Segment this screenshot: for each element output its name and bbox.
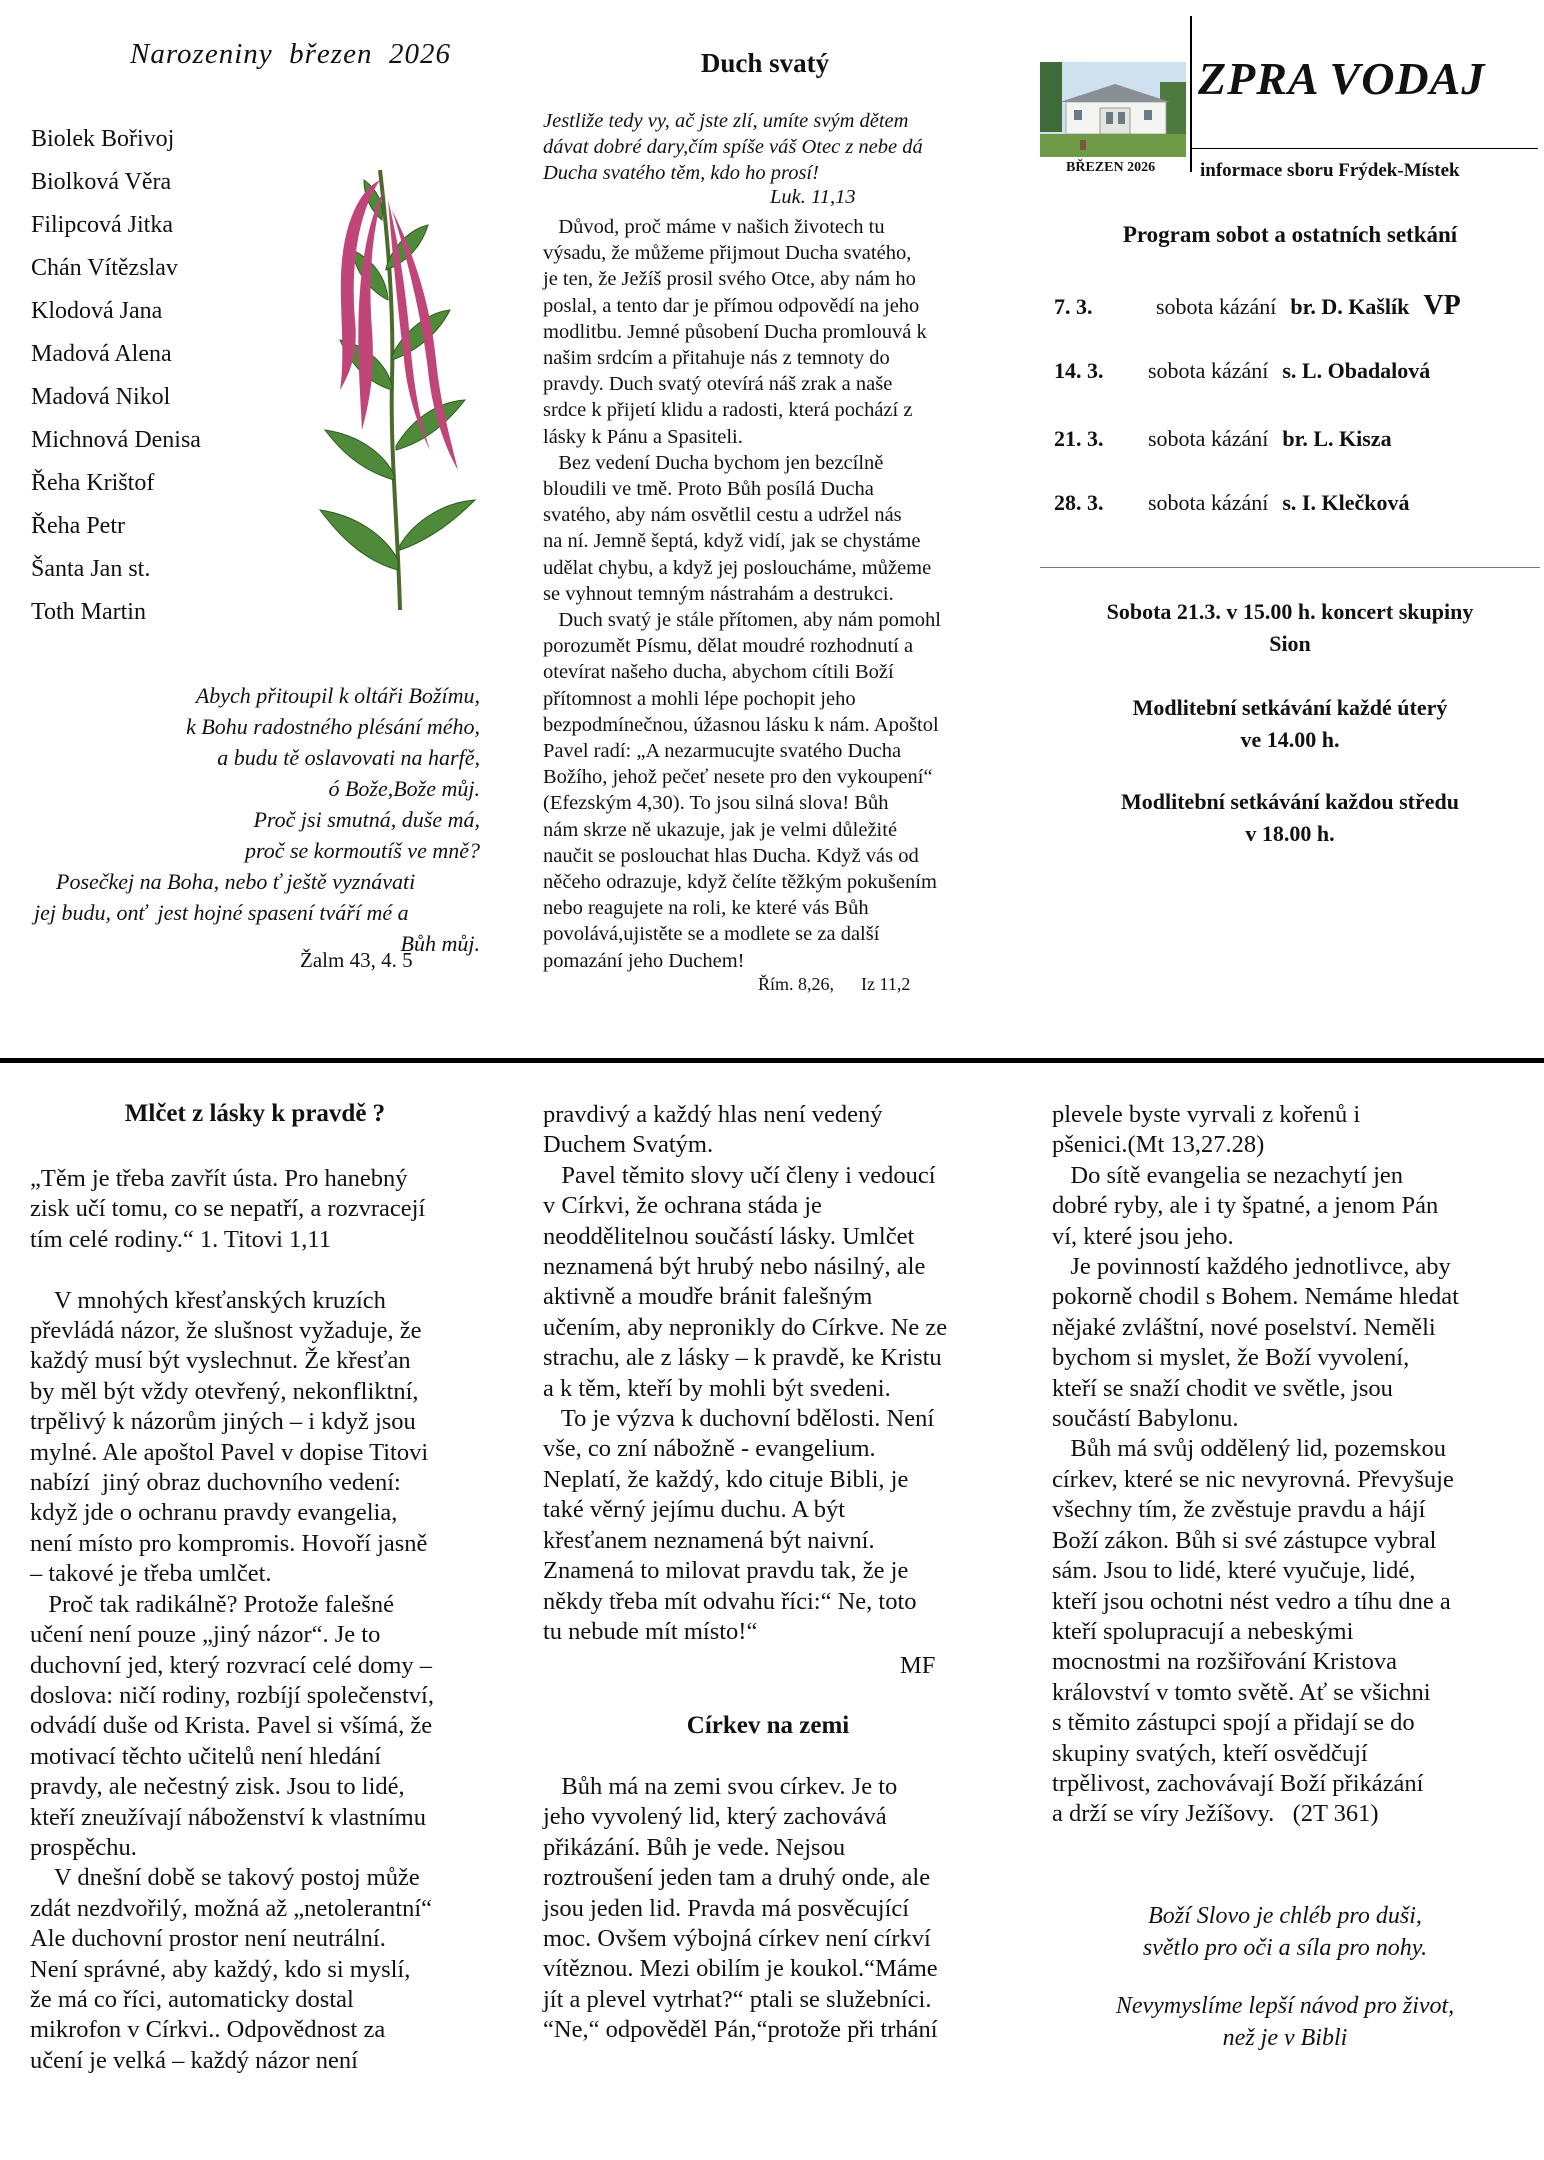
birthday-name: Řeha Krištof <box>31 470 155 496</box>
duch-body-line: pomazání jeho Duchem! <box>543 949 745 972</box>
article-line: když jde o ochranu pravdy evangelia, <box>30 1499 398 1527</box>
birthday-name: Řeha Petr <box>31 513 125 539</box>
duch-body-line: Božího, jehož pečeť nesete pro den vykoupení“ <box>543 766 933 789</box>
article-line: Neplatí, že každý, kdo cituje Bibli, je <box>543 1465 909 1493</box>
article-line: “Ne,“ odpověděl Pán,“protože při trhání <box>543 2016 938 2044</box>
article-cirkev-body <box>543 1772 938 2046</box>
article-line: tím celé rodiny.“ 1. Titovi 1,11 <box>30 1225 332 1253</box>
duch-svaty-quote-reference: Luk. 11,13 <box>770 186 856 208</box>
psalm-line: proč se kormoutíš ve mně? <box>244 838 480 863</box>
duch-quote-line: Ducha svatého těm, kdo ho prosí! <box>543 162 819 184</box>
duch-body-line: porozumět Písmu, dělat moudré rozhodnutí a <box>543 635 914 658</box>
article-line: sám. Jsou to lidé, které vyučuje, lidé, <box>1052 1557 1416 1585</box>
duch-body-line: poslal, a tento dar je přímou odpovědí na jeho <box>543 294 920 317</box>
article-line: odvádí duše od Krista. Pavel si všímá, že <box>30 1712 433 1740</box>
closing-quote-line: světlo pro oči a síla pro nohy. <box>1142 1935 1428 1961</box>
psalm-line: a budu tě oslavovati na harfě, <box>217 745 480 770</box>
article-line: „Těm je třeba zavřít ústa. Pro hanebný <box>30 1165 408 1192</box>
amaranth-plant-illustration <box>280 150 490 610</box>
article-line: – takové je třeba umlčet. <box>30 1560 272 1588</box>
announcement-line: Sobota 21.3. v 15.00 h. koncert skupiny <box>1106 599 1474 624</box>
birthday-name: Biolek Bořivoj <box>31 126 175 152</box>
article-line: dobré ryby, ale i ty špatné, a jenom Pán <box>1052 1192 1439 1220</box>
program-speaker: br. L. Kisza <box>1282 426 1392 451</box>
announcement <box>1040 786 1540 850</box>
duch-body-line: modlitbu. Jemné působení Ducha promlouvá k <box>543 320 927 343</box>
header-horizontal-rule <box>1190 148 1538 149</box>
article-line: není místo pro kompromis. Hovoří jasně <box>30 1529 428 1557</box>
duch-quote-line: dávat dobré dary,čím spíše váš Otec z nebe dá <box>543 136 923 158</box>
psalm-line: ó Bože,Bože můj. <box>328 776 480 801</box>
birthday-list <box>31 118 201 634</box>
birthday-name: Madová Alena <box>31 341 172 367</box>
article-line: Pavel těmito slovy učí členy i vedoucí <box>543 1161 936 1189</box>
closing-quote-line: Boží Slovo je chléb pro duši, <box>1148 1903 1422 1929</box>
article-line: trpělivý k názorům jiných – i když jsou <box>30 1408 416 1436</box>
article-line: prospěchu. <box>30 1833 137 1861</box>
announcement-line: Modlitební setkávání každé úterý <box>1132 695 1448 720</box>
announcement-line: v 18.00 h. <box>1245 821 1335 846</box>
duch-body-line: Bez vedení Ducha bychom jen bezcílně <box>543 451 884 474</box>
newsletter-title: ZPRA VODAJ <box>1198 53 1486 104</box>
program-row <box>1054 490 1409 516</box>
program-extra: VP <box>1423 290 1461 321</box>
article-line: Proč tak radikálně? Protože falešné <box>30 1590 394 1618</box>
program-title: Program sobot a ostatních setkání <box>1122 222 1458 247</box>
article-line: že má co říci, automaticky dostal <box>30 1985 354 2013</box>
birthday-name: Michnová Denisa <box>31 427 201 453</box>
psalm-quote <box>30 680 480 959</box>
article-line: skupiny svatých, kteří osvědčují <box>1052 1739 1368 1767</box>
newsletter-subtitle: informace sboru Frýdek-Místek <box>1200 160 1460 181</box>
program-date: 7. 3. <box>1054 294 1093 319</box>
article-line: převládá názor, že slušnost vyžaduje, že <box>30 1317 422 1345</box>
article-line: strachu, ale z lásky – k pravdě, ke Kristu <box>543 1344 942 1372</box>
program-row <box>1054 426 1392 452</box>
article-line: nějaké zvláštní, nové poselství. Neměli <box>1052 1313 1436 1341</box>
article-line: zisk učí tomu, co se nepatří, a rozvracejí <box>30 1195 426 1223</box>
article-line: Znamená to milovat pravdu tak, že je <box>543 1557 909 1585</box>
article-line: Duchem Svatým. <box>543 1131 714 1159</box>
program-speaker: s. I. Klečková <box>1282 490 1410 515</box>
article-line: Není správné, aby každý, kdo si myslí, <box>30 1955 411 1983</box>
article-author: MF <box>900 1652 936 1679</box>
article-line: Ale duchovní prostor není neutrální. <box>30 1925 386 1953</box>
program-type: sobota kázání <box>1156 294 1277 319</box>
article-line: církev, které se nic nevyrovná. Převyšuje <box>1052 1465 1454 1493</box>
article-line: neoddělitelnou součástí lásky. Umlčet <box>543 1222 915 1250</box>
announcement-line: ve 14.00 h. <box>1240 727 1340 752</box>
article-line: součástí Babylonu. <box>1052 1405 1239 1433</box>
birthdays-title: Narozeniny březen 2026 <box>130 38 451 70</box>
program-type: sobota kázání <box>1148 358 1269 383</box>
article-line: bychom si myslet, že Boží vyvolení, <box>1052 1344 1410 1372</box>
article-line: nabízí jiný obraz duchovního vedení: <box>30 1469 401 1497</box>
article-line: v Církvi, že ochrana stáda je <box>543 1192 822 1220</box>
psalm-line: Posečkej na Boha, nebo ť ještě vyznávati <box>56 869 416 894</box>
article-line: učení není pouze „jiný názor“. Je to <box>30 1621 381 1649</box>
duch-svaty-body <box>543 214 998 974</box>
article-line: jít a plevel vytrhat?“ ptali se služebníci. <box>543 1985 932 2013</box>
program-row <box>1054 290 1461 322</box>
duch-body-line: otevírat našeho ducha, abychom cítili Boží <box>543 661 894 684</box>
article-line: Bůh má svůj oddělený lid, pozemskou <box>1052 1435 1446 1463</box>
article-line: kteří jsou ochotni nést vedro a tíhu dne a <box>1052 1587 1451 1615</box>
article-line: mylné. Ale apoštol Pavel v dopise Titovi <box>30 1438 429 1466</box>
psalm-line: Proč jsi smutná, duše má, <box>253 807 480 832</box>
birthday-name: Filipcová Jitka <box>31 212 173 238</box>
closing-quote-line: Nevymyslíme lepší návod pro život, <box>1115 1993 1455 2019</box>
duch-body-line: výsadu, že můžeme přijmout Ducha svatého, <box>543 242 912 265</box>
birthday-name: Klodová Jana <box>31 298 163 324</box>
article-line: trpělivost, zachovávají Boží přikázání <box>1052 1769 1424 1797</box>
article-line: jsou jeden lid. Pravda má posvěcující <box>543 1894 910 1922</box>
program-separator <box>1040 567 1540 568</box>
duch-body-line: přítomnost a mohli lépe pochopit jeho <box>543 687 856 710</box>
article-line: mikrofon v Církvi.. Odpovědnost za <box>30 2016 386 2044</box>
announcement-line: Sion <box>1269 631 1311 656</box>
duch-body-line: bezpodmínečnou, úžasnou lásku k nám. Apoštol <box>543 713 939 736</box>
article-line: duchovní jed, který rozvrací celé domy – <box>30 1651 433 1679</box>
psalm-line: k Bohu radostného plésání mého, <box>186 714 480 739</box>
article-line: mocnostmi na rozšiřování Kristova <box>1052 1648 1397 1676</box>
article-line: ví, které jsou jeho. <box>1052 1222 1234 1250</box>
psalm-reference: Žalm 43, 4. 5 <box>300 948 413 972</box>
duch-body-line: svatého, aby nám osvětlil cestu a udržel nás <box>543 504 902 527</box>
program-date: 14. 3. <box>1054 358 1104 383</box>
program-speaker: br. D. Kašlík <box>1290 294 1410 319</box>
birthday-name: Biolková Věra <box>31 169 172 195</box>
program-row <box>1054 358 1430 384</box>
birthday-name: Chán Vítězslav <box>31 255 178 281</box>
article-line: kteří se snaží chodit ve světle, jsou <box>1052 1374 1393 1402</box>
psalm-line: Bůh můj. <box>400 931 480 956</box>
article-cirkev-continuation <box>1052 1100 1459 1830</box>
duch-body-line: Důvod, proč máme v našich životech tu <box>543 216 885 238</box>
duch-body-line: naučit se poslouchat hlas Ducha. Když vás od <box>543 844 919 867</box>
article-line: a drží se víry Ježíšovy. (2T 361) <box>1052 1800 1379 1828</box>
article-line: s těmito zástupci spojí a přidají se do <box>1052 1709 1415 1737</box>
article-line: učení je velká – každý názor není <box>30 2046 358 2074</box>
article-line: pravdivý a každý hlas není vedený <box>543 1101 883 1128</box>
article-line: V dnešní době se takový postoj může <box>30 1864 420 1892</box>
article-line: To je výzva k duchovní bdělosti. Není <box>543 1405 935 1433</box>
article-line: království v tomto světě. Ať se všichni <box>1052 1678 1431 1706</box>
article-line: a k těm, kteří by mohli být svedeni. <box>543 1374 891 1402</box>
article-mlcet-body <box>30 1164 434 2076</box>
closing-quote <box>1050 1900 1520 1964</box>
page-divider <box>0 1058 1544 1063</box>
duch-svaty-reference: Řím. 8,26, Iz 11,2 <box>758 974 911 994</box>
article-line: by měl být vždy otevřený, nekonfliktní, <box>30 1377 419 1405</box>
announcement <box>1040 596 1540 660</box>
article-line: vítěznou. Mezi obilím je koukol.“Máme <box>543 1955 938 1983</box>
article-line: Bůh má na zemi svou církev. Je to <box>543 1773 898 1800</box>
article-cirkev-title: Církev na zemi <box>686 1712 850 1739</box>
article-line: učením, aby nepronikly do Církve. Ne ze <box>543 1313 948 1341</box>
duch-body-line: nám skrze ně ukazuje, jak je velmi důležité <box>543 818 898 841</box>
article-line: každý musí být vyslechnut. Že křesťan <box>30 1347 411 1375</box>
birthday-name: Šanta Jan st. <box>31 556 151 582</box>
program-date: 28. 3. <box>1054 490 1104 515</box>
birthday-name: Madová Nikol <box>31 384 171 410</box>
article-line: zdát nezdvořilý, možná až „netolerantní“ <box>30 1894 433 1922</box>
duch-body-line: lásky k Pánu a Spasiteli. <box>543 425 743 448</box>
duch-svaty-title: Duch svatý <box>700 48 830 78</box>
program-speaker: s. L. Obadalová <box>1282 358 1431 383</box>
article-line: roztroušení jeden tam a druhý onde, ale <box>543 1864 931 1892</box>
duch-body-line: je ten, že Ježíš prosil svého Otce, aby nám ho <box>543 268 916 291</box>
article-line: Do sítě evangelia se nezachytí jen <box>1052 1161 1404 1189</box>
article-line: také věrný jejímu duchu. A být <box>543 1496 846 1524</box>
article-line: jeho vyvolený lid, který zachovává <box>543 1803 887 1831</box>
article-line: kteří zneužívají náboženství k vlastnímu <box>30 1803 426 1831</box>
program-type: sobota kázání <box>1148 426 1269 451</box>
article-line: všechny tím, že zvěstuje pravdu a hájí <box>1052 1496 1426 1524</box>
duch-body-line: našim srdcím a přitahuje nás z temnoty do <box>543 347 890 370</box>
program-type: sobota kázání <box>1148 490 1269 515</box>
church-building-photo <box>1040 62 1186 157</box>
duch-body-line: nebo reagujete na roli, ke které vás Bůh <box>543 897 869 920</box>
duch-body-line: srdce k přijetí klidu a radosti, která pochází z <box>543 399 913 422</box>
article-line: aktivně a moudře bránit falešným <box>543 1283 873 1311</box>
article-line: pokorně chodil s Bohem. Nemáme hledat <box>1052 1283 1459 1311</box>
article-line: pravdy, ale nečestný zisk. Jsou to lidé, <box>30 1773 405 1801</box>
article-line: vše, co zní nábožně - evangelium. <box>543 1435 876 1463</box>
duch-body-line: Pavel radí: „A nezarmucujte svatého Ducha <box>543 740 902 763</box>
article-line: přikázání. Bůh je vede. Nejsou <box>543 1833 846 1861</box>
article-line: neznamená být hrubý nebo násilný, ale <box>543 1253 926 1281</box>
duch-body-line: pravdy. Duch svatý otevírá náš zrak a naše <box>543 373 893 396</box>
article-mlcet-continuation <box>543 1100 947 1647</box>
duch-body-line: bloudili ve tmě. Proto Bůh posílá Ducha <box>543 478 874 501</box>
article-line: někdy třeba mít odvahu říci:“ Ne, toto <box>543 1587 917 1615</box>
duch-body-line: na ní. Jemně šeptá, když vidí, jak se chystáme <box>543 530 921 553</box>
article-line: křesťanem neznamená být naivní. <box>543 1526 875 1554</box>
duch-body-line: povolává,ujistěte se a modlete se za další <box>543 923 880 946</box>
article-line: kteří spolupracují a nebeskými <box>1052 1617 1354 1645</box>
psalm-line: Abych přitoupil k oltáři Božímu, <box>195 683 480 708</box>
birthday-name: Toth Martin <box>31 599 146 625</box>
duch-body-line: se vyhnout temným nástrahám a destrukci. <box>543 582 894 605</box>
article-line: Je povinností každého jednotlivce, aby <box>1052 1253 1451 1281</box>
announcement <box>1040 692 1540 756</box>
issue-month: BŘEZEN 2026 <box>1066 160 1156 175</box>
duch-body-line: udělat chybu, a když jej posloucháme, můžeme <box>543 556 932 579</box>
closing-quote <box>1050 1990 1520 2054</box>
article-line: V mnohých křesťanských kruzích <box>30 1286 386 1314</box>
article-line: pšenici.(Mt 13,27.28) <box>1052 1131 1265 1159</box>
article-line: tu nebude mít místo!“ <box>543 1617 758 1645</box>
closing-quote-line: než je v Bibli <box>1222 2025 1348 2051</box>
article-line: doslova: ničí rodiny, rozbíjí společenství, <box>30 1681 434 1709</box>
duch-body-line: něčeho odrazuje, když čelíte těžkým pokušením <box>543 871 937 894</box>
duch-svaty-quote <box>543 108 1003 186</box>
article-line: plevele byste vyrvali z kořenů i <box>1052 1101 1361 1128</box>
article-line: moc. Ovšem výbojná církev není církví <box>543 1925 931 1953</box>
duch-body-line: (Efezským 4,30). To jsou silná slova! Bůh <box>543 792 889 815</box>
duch-quote-line: Jestliže tedy vy, ač jste zlí, umíte svým dětem <box>543 110 909 132</box>
article-line <box>30 1255 434 1285</box>
program-date: 21. 3. <box>1054 426 1104 451</box>
article-line: Boží zákon. Bůh si své zástupce vybral <box>1052 1526 1437 1554</box>
duch-body-line: Duch svatý je stále přítomen, aby nám pomohl <box>543 609 941 632</box>
psalm-line: jej budu, onť jest hojné spasení tváří mé a <box>34 900 409 925</box>
announcement-line: Modlitební setkávání každou středu <box>1121 789 1459 814</box>
article-line: motivací těchto učitelů není hledání <box>30 1742 382 1770</box>
article-mlcet-title: Mlčet z lásky k pravdě ? <box>124 1100 386 1127</box>
